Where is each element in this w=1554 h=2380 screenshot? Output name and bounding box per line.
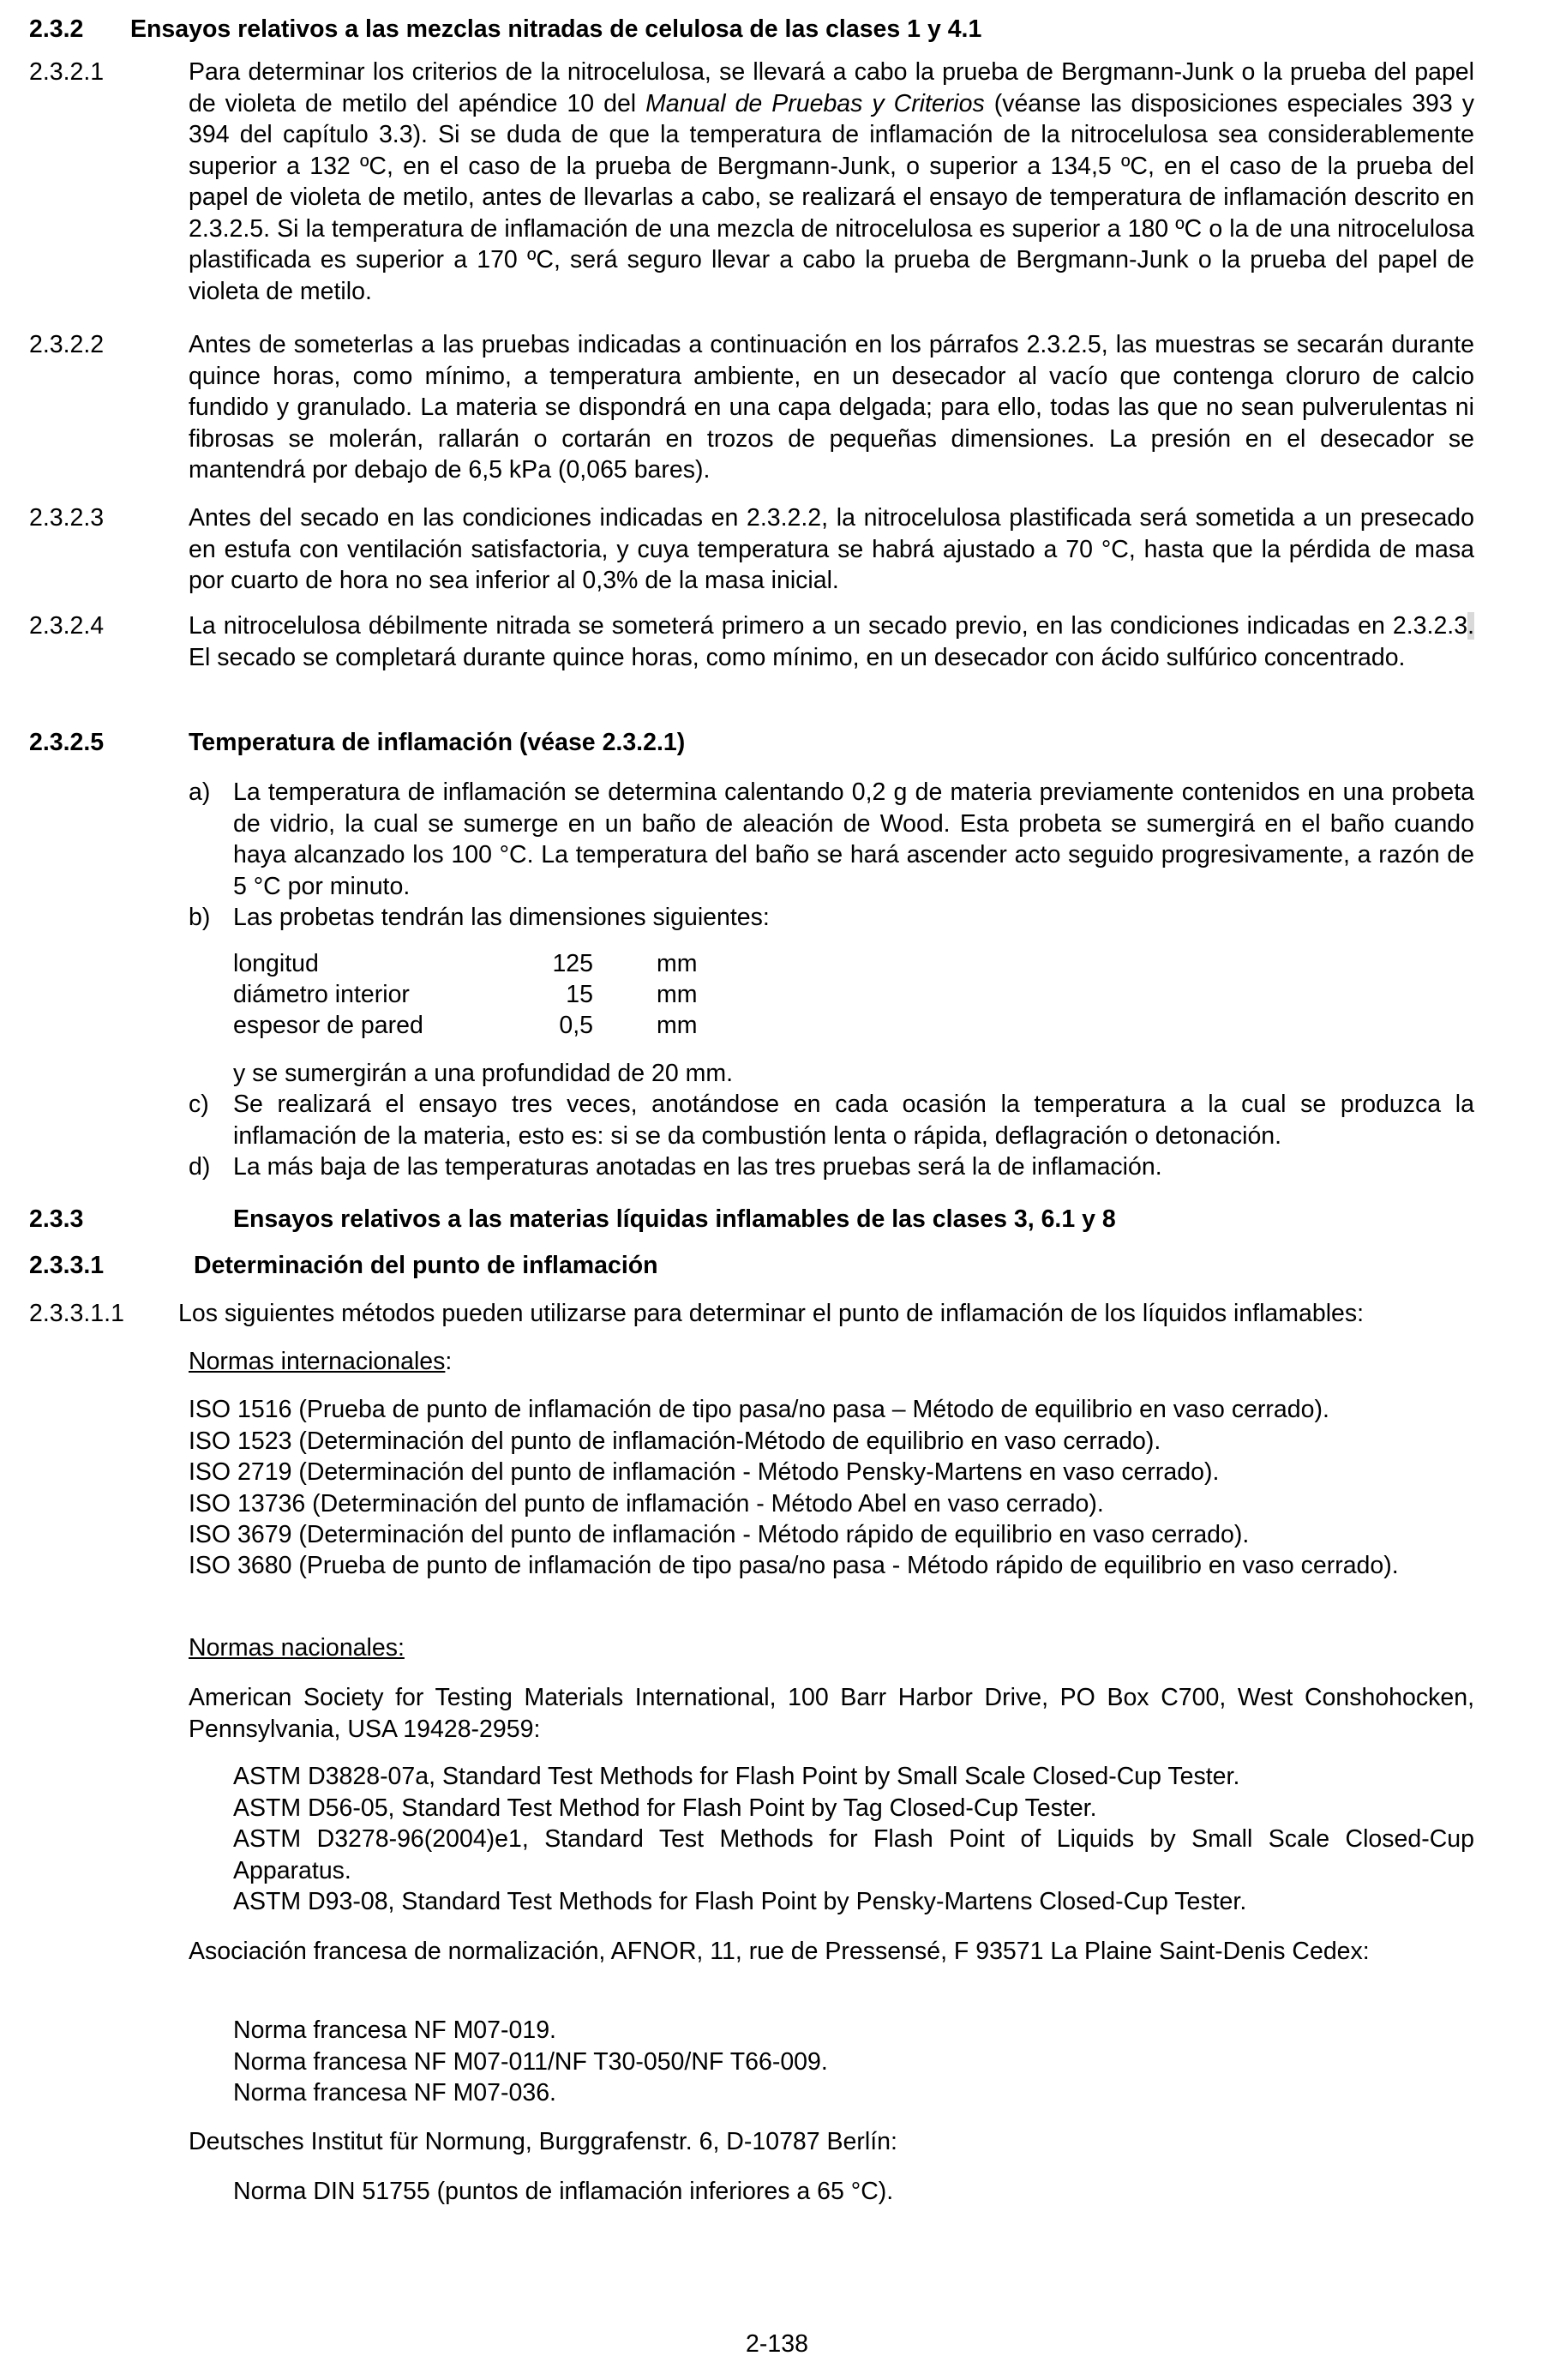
- paragraph-number: 2.3.3.1.1: [29, 1300, 124, 1327]
- paragraph-2-3-2-1: [29, 57, 1474, 307]
- astm-standards-list: [233, 1761, 1474, 1918]
- paragraph-2-3-2-2: [29, 329, 1474, 486]
- item-label: d): [189, 1153, 211, 1181]
- iso-standard: ISO 3680 (Prueba de punto de inflamación de tipo pasa/no pasa - Método rápido de equilibrio en vaso cerrado).: [189, 1552, 1399, 1579]
- astm-standard: ASTM D3278-96(2004)e1, Standard Test Methods for Flash Point of Liquids by Small Scale Closed-Cup Apparatus.: [233, 1825, 1474, 1884]
- din-organization: Deutsches Institut für Normung, Burggrafenstr. 6, D-10787 Berlín:: [189, 2128, 897, 2155]
- international-standards-heading: [189, 1346, 452, 1378]
- item-label: b): [189, 904, 211, 931]
- list-item-c: [189, 1089, 1474, 1151]
- item-text: La temperatura de inflamación se determina calentando 0,2 g de materia previamente contenidos en una probeta de vidrio, la cual se sumerge en un baño de aleación de Wood. Esta probeta se sumergirá en el baño cuando haya alcanzado los 100 °C. La temperatura del baño se hará ascender acto seguido progresivamente, a razón de 5 °C por minuto.: [233, 778, 1474, 900]
- astm-standard: ASTM D3828-07a, Standard Test Methods for Flash Point by Small Scale Closed-Cup Tester.: [233, 1763, 1240, 1790]
- nf-standard: Norma francesa NF M07-011/NF T30-050/NF T66-009.: [233, 2047, 828, 2076]
- paragraph-text: [189, 610, 1474, 673]
- iso-standard: ISO 2719 (Determinación del punto de inflamación - Método Pensky-Martens en vaso cerrado).: [189, 1458, 1220, 1486]
- iso-standard: ISO 1516 (Prueba de punto de inflamación de tipo pasa/no pasa – Método de equilibrio en vaso cerrado).: [189, 1396, 1329, 1423]
- subsection-title: Temperatura de inflamación (véase 2.3.2.1): [189, 729, 686, 756]
- text-run: Para determinar los criterios de la nitrocelulosa, se llevará a cabo la prueba de Bergmann-Junk o la prueba del papel de violeta de metilo del apéndice 10 del: [189, 58, 1474, 117]
- iso-standard: ISO 13736 (Determinación del punto de inflamación - Método Abel en vaso cerrado).: [189, 1489, 1104, 1518]
- nf-standard: Norma francesa NF M07-019.: [233, 2016, 556, 2044]
- paragraph-number: 2.3.2.3: [29, 504, 105, 532]
- highlighted-period: .: [1467, 612, 1474, 640]
- national-standards-heading: Normas nacionales:: [189, 1634, 405, 1662]
- paragraph-text: Antes del secado en las condiciones indicadas en 2.3.2.2, la nitrocelulosa plastificada será sometida a un presecado en estufa con ventilación satisfactoria, y cuya temperatura se habrá ajustado a 70 °C, hasta que la pérdida de masa por cuarto de hora no sea inferior al 0,3% de la masa inicial.: [189, 504, 1474, 594]
- paragraph-2-3-2-3: [29, 502, 1474, 597]
- paragraph-number: 2.3.2.4: [29, 612, 105, 640]
- paragraph-text: Los siguientes métodos pueden utilizarse para determinar el punto de inflamación de los líquidos inflamables:: [178, 1300, 1365, 1327]
- paragraph-number: 2.3.2.5: [29, 729, 105, 756]
- iso-standards-list: [189, 1394, 1474, 1551]
- item-text: Se realizará el ensayo tres veces, anotándose en cada ocasión la temperatura a la cual se produzca la inflamación de la materia, esto es: si se da combustión lenta o rápida, deflagración o detonación.: [233, 1091, 1474, 1150]
- nf-standard: Norma francesa NF M07-036.: [233, 2079, 556, 2107]
- iso-standard: ISO 1523 (Determinación del punto de inflamación-Método de equilibrio en vaso cerrado).: [189, 1427, 1161, 1455]
- section-title: Ensayos relativos a las materias líquidas inflamables de las clases 3, 6.1 y 8: [233, 1205, 1116, 1233]
- astm-standard: ASTM D56-05, Standard Test Method for Flash Point by Tag Closed-Cup Tester.: [233, 1794, 1097, 1822]
- dimension-row: [233, 948, 747, 979]
- dimension-value: 15: [566, 981, 593, 1008]
- dimension-unit: mm: [657, 1012, 698, 1039]
- iso-standard: ISO 3679 (Determinación del punto de inflamación - Método rápido de equilibrio en vaso cerrado).: [189, 1521, 1250, 1548]
- dimensions-table: [233, 948, 747, 1043]
- dimension-value: 125: [552, 950, 593, 977]
- nf-standards-list: [233, 2015, 1433, 2109]
- paragraph-number: 2.3.2.1: [29, 58, 105, 86]
- afnor-organization: Asociación francesa de normalización, AFNOR, 11, rue de Pressensé, F 93571 La Plaine Saint-Denis Cedex:: [189, 1938, 1370, 1965]
- dimension-row: [233, 1010, 747, 1041]
- section-number: 2.3.3.1: [29, 1252, 105, 1279]
- heading-text: Normas internacionales: [189, 1348, 446, 1375]
- dimension-unit: mm: [657, 981, 698, 1008]
- paragraph-number: 2.3.2.2: [29, 331, 105, 358]
- dimension-name: longitud: [233, 950, 319, 977]
- page-number: 2-138: [746, 2330, 808, 2358]
- section-number: 2.3.2: [29, 15, 84, 43]
- astm-organization: American Society for Testing Materials International, 100 Barr Harbor Drive, PO Box C700, West Conshohocken, Pennsylvania, USA 19428-2959:: [189, 1684, 1474, 1743]
- dimension-unit: mm: [657, 950, 698, 977]
- list-item-d: [189, 1151, 1474, 1183]
- section-heading-2-3-2: [29, 14, 1486, 45]
- text-run: (véanse las disposiciones especiales 393 y 394 del capítulo 3.3). Si se duda de que la temperatura de inflamación de la nitrocelulosa sea considerablemente superior a 132 ºC, en el caso de la prueba de Bergmann-Junk, o superior a 134,5 ºC, en el caso de la prueba del papel de violeta de metilo, antes de llevarlas a cabo, se realizará el ensayo de temperatura de inflamación descrito en 2.3.2.5. Si la temperatura de inflamación de una mezcla de nitrocelulosa es superior a 180 ºC o la de una nitrocelulosa plastificada es superior a 170 ºC, será seguro llevar a cabo la prueba de Bergmann-Junk o la prueba del papel de violeta de metilo.: [189, 89, 1474, 305]
- item-label: a): [189, 778, 211, 806]
- subsection-heading-2-3-2-5: [29, 727, 1474, 759]
- astm-standard: ASTM D93-08, Standard Test Methods for Flash Point by Pensky-Martens Closed-Cup Tester.: [233, 1888, 1247, 1915]
- text-run: El secado se completará durante quince horas, como mínimo, en un desecador con ácido sulfúrico concentrado.: [189, 643, 1406, 671]
- list-item-a: [189, 777, 1474, 902]
- dimension-name: espesor de pared: [233, 1012, 423, 1039]
- dimension-name: diámetro interior: [233, 981, 410, 1008]
- dimensions-followup: y se sumergirán a una profundidad de 20 mm.: [233, 1060, 733, 1087]
- heading-colon: :: [445, 1348, 453, 1375]
- section-title: Determinación del punto de inflamación: [194, 1252, 658, 1279]
- item-text: La más baja de las temperaturas anotadas en las tres pruebas será la de inflamación.: [233, 1153, 1162, 1181]
- dimension-row: [233, 979, 747, 1010]
- section-heading-2-3-3: [29, 1204, 1486, 1235]
- section-title: Ensayos relativos a las mezclas nitradas de celulosa de las clases 1 y 4.1: [130, 15, 982, 43]
- list-item-b: [189, 902, 1474, 934]
- manual-title: Manual de Pruebas y Criterios: [645, 89, 985, 117]
- item-label: c): [189, 1091, 209, 1118]
- din-standard: Norma DIN 51755 (puntos de inflamación inferiores a 65 °C).: [233, 2178, 894, 2205]
- text-run: La nitrocelulosa débilmente nitrada se someterá primero a un secado previo, en las condiciones indicadas en 2.3.2.3: [189, 612, 1468, 640]
- section-number: 2.3.3: [29, 1205, 84, 1233]
- dimension-value: 0,5: [559, 1012, 593, 1039]
- subsection-heading-2-3-3-1: [29, 1250, 1486, 1282]
- paragraph-text: [189, 57, 1474, 307]
- paragraph-2-3-2-4: [29, 610, 1474, 673]
- item-text: Las probetas tendrán las dimensiones siguientes:: [233, 904, 770, 931]
- paragraph-text: Antes de someterlas a las pruebas indicadas a continuación en los párrafos 2.3.2.5, las muestras se secarán durante quince horas, como mínimo, a temperatura ambiente, en un desecador al vacío que contenga cloruro de calcio fundido y granulado. La materia se dispondrá en una capa delgada; para ello, todas las que no sean pulverulentas ni fibrosas se molerán, rallarán o cortarán en trozos de pequeñas dimensiones. La presión en el desecador se mantendrá por debajo de 6,5 kPa (0,065 bares).: [189, 331, 1474, 484]
